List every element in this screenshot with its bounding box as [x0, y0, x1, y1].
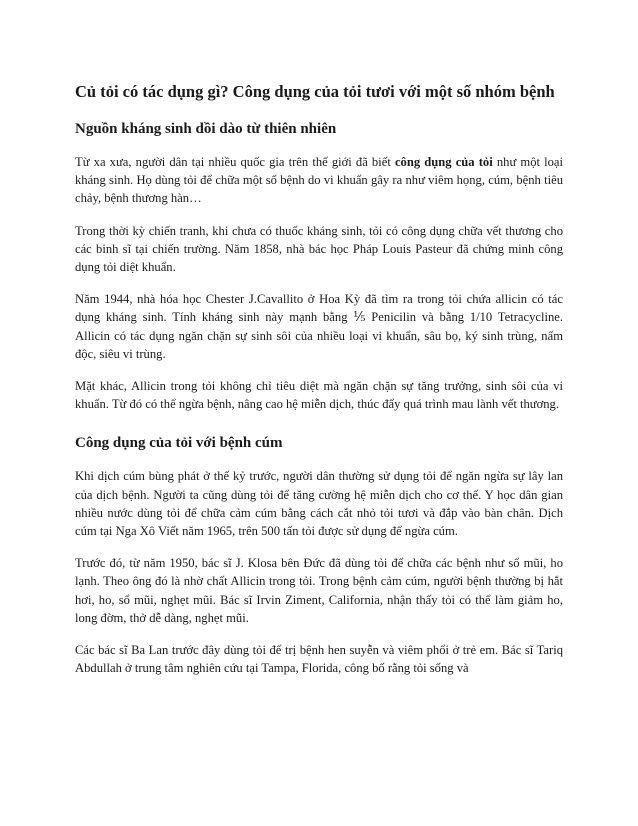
bold-phrase: công dụng của tỏi — [394, 155, 493, 169]
paragraph: Trước đó, từ năm 1950, bác sĩ J. Klosa bên Đức đã dùng tỏi để chữa các bệnh như sổ mũi, ho lạnh. Theo ông đó là nhờ chất Allicin trong tỏi. Trong bệnh cảm cúm, người bệnh thường bị hắt hơi, ho, sổ mũi, nghẹt mũi. Bác sĩ Irvin Ziment, California, nhận thấy tỏi có thể làm giảm ho, long đờm, thở dễ dàng, nghẹt mũi. — [75, 556, 563, 625]
paragraph: Khi dịch cúm bùng phát ở thế kỷ trước, người dân thường sử dụng tỏi để ngăn ngừa sự lây lan của dịch bệnh. Người ta cũng dùng tỏi để tăng cường hệ miễn dịch cho cơ thể. Y học dân gian nhiều nước dùng tỏi để chữa cảm cúm bằng cách cắt nhỏ tỏi tươi và đắp vào bàn chân. Dịch cúm tại Nga Xô Viết năm 1965, trên 500 tấn tỏi được sử dụng để ngừa cúm. — [75, 469, 563, 539]
paragraph: Năm 1944, nhà hóa học Chester J.Cavallito ở Hoa Kỳ đã tìm ra trong tỏi chứa allicin có tác dụng kháng sinh. Tính kháng sinh này mạnh bằng ⅕ Penicilin và bằng 1/10 Tetracycline. Allicin có tác dụng ngăn chặn sự sinh sôi của nhiều loại vi khuẩn, sâu bọ, ký sinh trùng, nấm độc, siêu vi trùng. — [75, 292, 563, 361]
paragraph — [75, 153, 563, 208]
paragraph-text: Từ xa xưa, người dân tại nhiều quốc gia trên thế giới đã biết — [75, 155, 395, 169]
paragraph: Các bác sĩ Ba Lan trước đây dùng tỏi để trị bệnh hen suyễn và viêm phổi ở trẻ em. Bác sĩ Tariq Abdullah ở trung tâm nghiên cứu tại Tampa, Florida, công bố rằng tỏi sống và — [75, 643, 563, 676]
section-heading-antibiotic: Nguồn kháng sinh dồi dào từ thiên nhiên — [75, 121, 337, 137]
paragraph-text: như một loại kháng sinh. Họ dùng tỏi để chữa một số bệnh do vi khuẩn gây ra như viêm họng, cúm, bệnh tiêu chảy, bệnh thương hàn… — [75, 155, 563, 206]
document-title: Củ tỏi có tác dụng gì? Công dụng của tỏi tươi với một số nhóm bệnh — [75, 82, 555, 101]
document-page — [75, 78, 563, 691]
paragraph: Mặt khác, Allicin trong tỏi không chỉ tiêu diệt mà ngăn chặn sự tăng trưởng, sinh sôi của vi khuẩn. Từ đó có thể ngừa bệnh, nâng cao hệ miễn dịch, thúc đẩy quá trình mau lành vết thương. — [75, 379, 563, 412]
paragraph: Trong thời kỳ chiến tranh, khi chưa có thuốc kháng sinh, tỏi có công dụng chữa vết thương cho các binh sĩ tại chiến trường. Năm 1858, nhà bác học Pháp Louis Pasteur đã chứng minh công dụng tỏi diệt khuẩn. — [75, 223, 563, 275]
section-heading-flu: Công dụng của tỏi với bệnh cúm — [75, 435, 283, 452]
